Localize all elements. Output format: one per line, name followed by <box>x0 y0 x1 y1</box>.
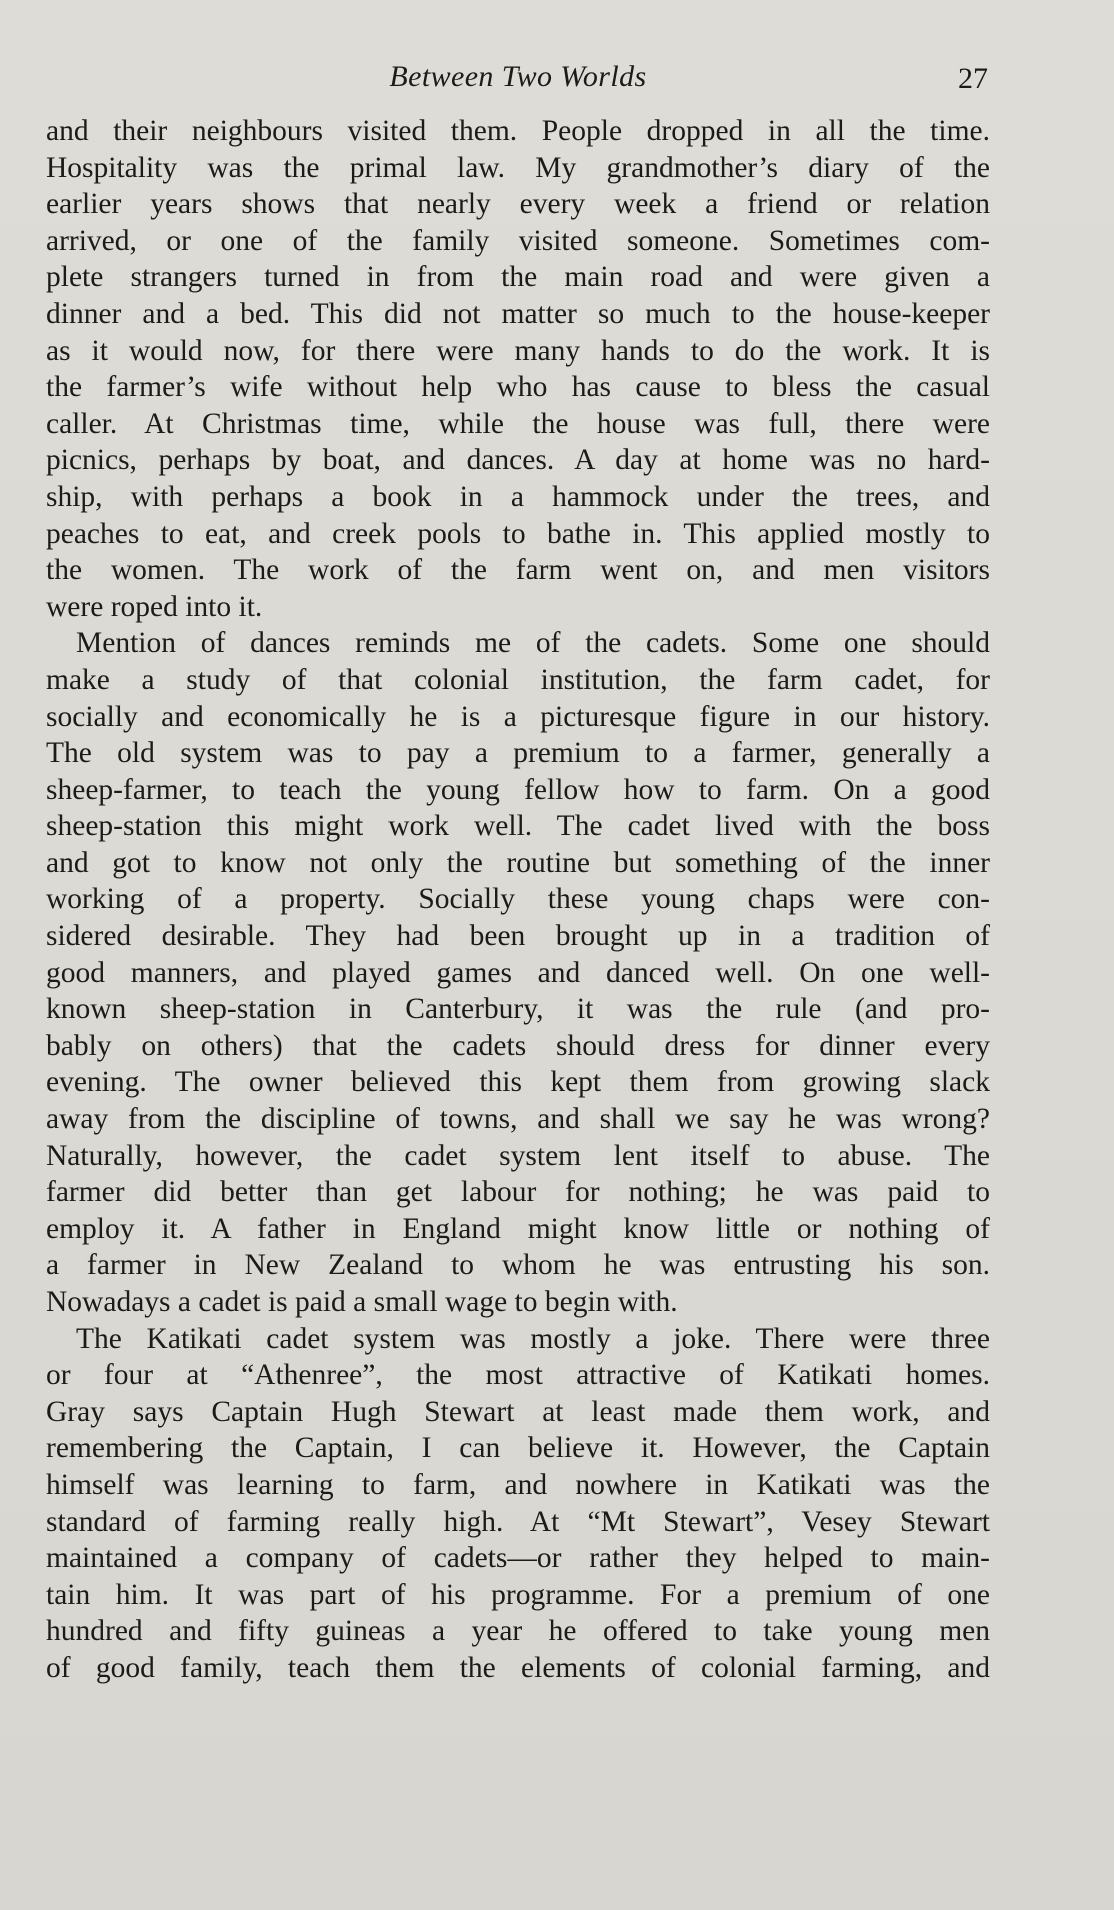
text-line: earlier years shows that nearly every week a friend or relation <box>46 188 990 221</box>
text-line: were roped into it. <box>46 590 263 623</box>
text-line: bably on others) that the cadets should dress for dinner every <box>46 1029 990 1062</box>
text-line: away from the discipline of towns, and shall we say he was wrong? <box>46 1103 990 1136</box>
text-line: sheep-station this might work well. The cadet lived with the boss <box>46 810 990 843</box>
text-line: picnics, perhaps by boat, and dances. A day at home was no hard- <box>46 444 990 477</box>
text-line: evening. The owner believed this kept them from growing slack <box>46 1066 990 1099</box>
text-line: standard of farming really high. At “Mt Stewart”, Vesey Stewart <box>46 1505 990 1538</box>
text-line: sheep-farmer, to teach the young fellow how to farm. On a good <box>46 773 990 806</box>
paragraph-start-line: The Katikati cadet system was mostly a joke. There were three <box>76 1322 990 1355</box>
text-line: The old system was to pay a premium to a farmer, generally a <box>46 737 990 770</box>
text-line: Naturally, however, the cadet system lent itself to abuse. The <box>46 1139 990 1172</box>
text-line: a farmer in New Zealand to whom he was entrusting his son. <box>46 1249 990 1282</box>
paragraph-start-line: Mention of dances reminds me of the cadets. Some one should <box>76 627 990 660</box>
running-title: Between Two Worlds <box>389 60 647 93</box>
text-line: working of a property. Socially these young chaps were con- <box>46 883 990 916</box>
body-text <box>46 113 990 1687</box>
text-line: dinner and a bed. This did not matter so much to the house-keeper <box>46 297 990 330</box>
text-line: farmer did better than get labour for nothing; he was paid to <box>46 1176 990 1209</box>
text-line: tain him. It was part of his programme. For a premium of one <box>46 1578 990 1611</box>
text-line: known sheep-station in Canterbury, it was the rule (and pro- <box>46 993 990 1026</box>
text-line: hundred and fifty guineas a year he offered to take young men <box>46 1615 990 1648</box>
text-line: Nowadays a cadet is paid a small wage to begin with. <box>46 1286 678 1318</box>
text-line: peaches to eat, and creek pools to bathe in. This applied mostly to <box>46 517 990 550</box>
text-line: socially and economically he is a picturesque figure in our history. <box>46 700 990 733</box>
text-line: Hospitality was the primal law. My grandmother’s diary of the <box>46 151 990 184</box>
text-line: caller. At Christmas time, while the house was full, there were <box>46 407 990 440</box>
text-line: the farmer’s wife without help who has cause to bless the casual <box>46 371 990 404</box>
text-line: the women. The work of the farm went on, and men visitors <box>46 554 990 587</box>
text-line: sidered desirable. They had been brought up in a tradition of <box>46 920 990 953</box>
running-head <box>48 60 988 100</box>
text-line: of good family, teach them the elements of colonial farming, and <box>46 1651 990 1684</box>
text-line: as it would now, for there were many hands to do the work. It is <box>46 334 990 367</box>
page-number: 27 <box>958 62 988 95</box>
text-line: remembering the Captain, I can believe it. However, the Captain <box>46 1432 990 1465</box>
text-line: maintained a company of cadets—or rather they helped to main- <box>46 1542 990 1575</box>
text-line: plete strangers turned in from the main road and were given a <box>46 261 990 294</box>
text-line: arrived, or one of the family visited someone. Sometimes com- <box>46 224 990 257</box>
text-line: employ it. A father in England might know little or nothing of <box>46 1212 990 1245</box>
text-line: make a study of that colonial institution, the farm cadet, for <box>46 663 990 696</box>
text-line: Gray says Captain Hugh Stewart at least made them work, and <box>46 1395 990 1428</box>
text-line: ship, with perhaps a book in a hammock under the trees, and <box>46 480 990 513</box>
text-line: and got to know not only the routine but something of the inner <box>46 846 990 879</box>
text-line: and their neighbours visited them. People dropped in all the time. <box>46 115 990 147</box>
text-line: or four at “Athenree”, the most attractive of Katikati homes. <box>46 1359 990 1392</box>
text-line: himself was learning to farm, and nowhere in Katikati was the <box>46 1468 990 1501</box>
text-line: good manners, and played games and danced well. On one well- <box>46 956 990 989</box>
